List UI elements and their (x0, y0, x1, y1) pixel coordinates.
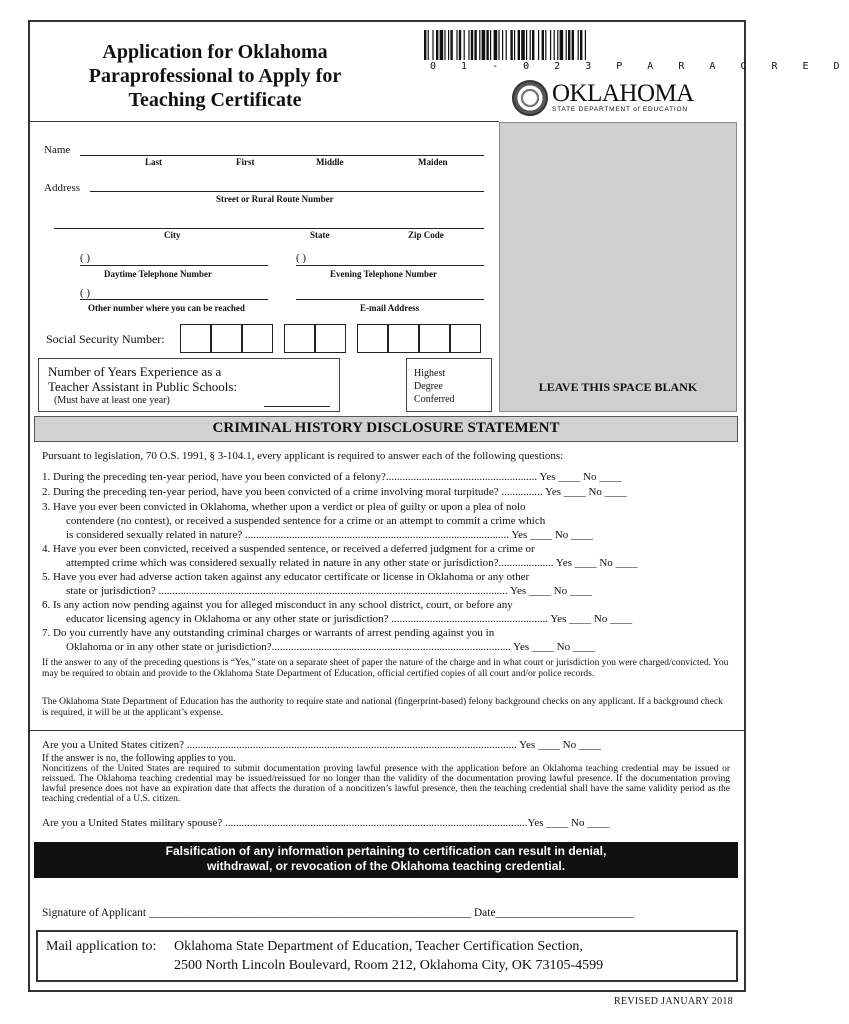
barcode-bar (436, 30, 438, 60)
barcode-bar (444, 30, 445, 60)
barcode-bar (428, 30, 429, 60)
signature-date-line[interactable]: Signature of Applicant ________________________________________________________ Date________________________ (42, 907, 634, 919)
barcode-bar (538, 30, 539, 60)
street-field[interactable] (90, 191, 484, 192)
barcode-bar (498, 30, 499, 60)
barcode (424, 30, 722, 60)
barcode-bar (568, 30, 570, 60)
experience-line-2: Teacher Assistant in Public Schools: (48, 379, 238, 394)
other-number-label: Other number where you can be reached (88, 303, 245, 313)
background-check-notice: The Oklahoma State Department of Education has the authority to require state and national (fingerprint-based) felony background checks on any applicant. If a background check is required, it will be at the applicant’s expense. (42, 697, 723, 718)
question-4: 4. Have you ever been convicted, received a suspended sentence, or received a deferred judgment for a crime or (42, 543, 535, 555)
warning-line-2: withdrawal, or revocation of the Oklahoma teaching credential. (206, 859, 566, 873)
degree-label-3: Conferred (414, 394, 455, 405)
barcode-bar (432, 30, 433, 60)
daytime-area-code: ( ) (80, 252, 91, 264)
military-spouse-question[interactable]: Are you a United States military spouse? ..............................................................................................................Yes ____ No ____ (42, 817, 610, 829)
zip-label: Zip Code (408, 230, 444, 240)
barcode-bar (550, 30, 551, 60)
ssn-digit-box[interactable] (419, 324, 450, 353)
barcode-bar (502, 30, 503, 60)
street-label: Street or Rural Route Number (216, 194, 334, 204)
degree-label-1: Highest (414, 368, 446, 379)
title-line-2: Paraprofessional to Apply for (88, 65, 342, 87)
barcode-bar (572, 30, 574, 60)
daytime-phone-label: Daytime Telephone Number (104, 269, 212, 279)
barcode-bar (514, 30, 515, 60)
experience-note: (Must have at least one year) (54, 395, 170, 406)
mail-label: Mail application to: (46, 939, 157, 954)
question-2[interactable]: 2. During the preceding ten-year period, have you been convicted of a crime involving moral turpitude? ............... Yes ____ No ____ (42, 486, 627, 498)
middle-label: Middle (316, 157, 344, 167)
barcode-bar (424, 30, 426, 60)
evening-phone-label: Evening Telephone Number (330, 269, 438, 279)
barcode-text: 0 1 - 0 2 3 P A R A C R E D (430, 61, 849, 72)
name-label: Name (44, 144, 71, 156)
city-label: City (164, 230, 181, 240)
maiden-label: Maiden (418, 157, 448, 167)
barcode-bar (506, 30, 507, 60)
ssn-digit-box[interactable] (357, 324, 388, 353)
question-3: 3. Have you ever been convicted in Oklahoma, whether upon a verdict or plea of guilty or upon a plea of nolo (42, 501, 526, 513)
barcode-bar (580, 30, 582, 60)
barcode-bar (474, 30, 476, 60)
ssn-label: Social Security Number: (46, 332, 165, 346)
other-area-code: ( ) (80, 287, 91, 299)
photo-area (499, 122, 737, 412)
barcode-bar (585, 30, 586, 60)
ssn-digit-box[interactable] (242, 324, 273, 353)
barcode-bar (545, 30, 546, 60)
barcode-bar (526, 30, 527, 60)
form-title (60, 40, 370, 112)
ssn-digit-box[interactable] (450, 324, 481, 353)
first-label: First (236, 157, 255, 167)
if-no-note: If the answer is no, the following applies to you. (42, 753, 236, 764)
email-field[interactable] (296, 299, 484, 300)
mail-address-line-1: Oklahoma State Department of Education, Teacher Certification Section, (174, 939, 583, 954)
question-7: 7. Do you currently have any outstanding criminal charges or warrants of arrest pending against you in (42, 627, 495, 639)
citizen-question[interactable]: Are you a United States citizen? ........................................................................................................................ Yes ____ No ____ (42, 739, 601, 751)
barcode-bar (482, 30, 486, 60)
title-line-1: Application for Oklahoma (102, 41, 328, 63)
question-3-cont: contendere (no contest), or received a suspended sentence for a crime or an attempt to commit a crime which (66, 515, 546, 527)
last-label: Last (145, 157, 163, 167)
address-label: Address (44, 182, 81, 194)
logo-name: OKLAHOMA (552, 80, 694, 107)
experience-line-1: Number of Years Experience as a (48, 364, 222, 379)
logo-subtitle: STATE DEPARTMENT of EDUCATION (552, 106, 688, 113)
barcode-bar (440, 30, 444, 60)
name-field[interactable] (80, 155, 484, 156)
header-divider (30, 121, 499, 122)
barcode-bar (518, 30, 520, 60)
question-4-answer[interactable]: attempted crime which was considered sexually related in nature in any other state or jurisdiction?.................... Yes ____ No ____ (66, 557, 638, 569)
criminal-intro: Pursuant to legislation, 70 O.S. 1991, § 3-104.1, every applicant is required to answer each of the following questions: (42, 450, 564, 462)
barcode-bar (464, 30, 465, 60)
barcode-bar (486, 30, 488, 60)
state-label: State (310, 230, 330, 240)
barcode-bar (560, 30, 564, 60)
noncitizen-notice: Noncitizens of the United States are required to submit documentation proving lawful presence with the application before an Oklahoma teaching credential may be issued or reissued. The Oklahoma teaching credential may be issued/reissued for no longer than the validity of the documentation proving lawful presence. If the documentation proving lawful presence does not have an expiration date that affects the duration of a noncitizen’s lawful presence, then the teaching credential shall have the same validity period as the teaching credential of a U.S. citizen. (42, 764, 730, 804)
barcode-bar (530, 30, 531, 60)
warning-line-1: Falsification of any information pertaining to certification can result in denial, (165, 844, 607, 858)
ssn-digit-box[interactable] (180, 324, 211, 353)
evening-phone-field[interactable] (296, 265, 484, 266)
barcode-bar (459, 30, 461, 60)
email-label: E-mail Address (360, 303, 420, 313)
state-seal-icon (512, 80, 548, 116)
revised-date: REVISED JANUARY 2018 (614, 996, 733, 1007)
falsification-warning (34, 844, 738, 874)
barcode-bar (566, 30, 567, 60)
yes-answer-instructions: If the answer to any of the preceding questions is “Yes,” state on a separate sheet of paper the nature of the charge and in what court or jurisdiction you were charged/convicted. You may be required to obtain and provide to the Oklahoma State Department of Education, official certified copies of all court and/or police records. (42, 658, 729, 679)
leave-blank-label: LEAVE THIS SPACE BLANK (538, 380, 698, 394)
barcode-bar (557, 30, 558, 60)
barcode-bar (471, 30, 473, 60)
ssn-digit-box[interactable] (315, 324, 346, 353)
question-5-answer[interactable]: state or jurisdiction? ............................................................................................................................... Yes ____ No ____ (66, 585, 592, 597)
barcode-bar (554, 30, 555, 60)
question-5: 5. Have you ever had adverse action taken against any educator certificate or license in Oklahoma or any other (42, 571, 530, 583)
barcode-bar (494, 30, 498, 60)
barcode-bar (532, 30, 534, 60)
city-state-zip-field[interactable] (54, 228, 484, 229)
criminal-history-heading: CRIMINAL HISTORY DISCLOSURE STATEMENT (212, 420, 560, 436)
barcode-bar (542, 30, 544, 60)
daytime-phone-field[interactable] (80, 265, 268, 266)
ssn-digit-box[interactable] (211, 324, 242, 353)
mail-address-line-2: 2500 North Lincoln Boulevard, Room 212, Oklahoma City, OK 73105-4599 (174, 958, 604, 973)
barcode-bar (479, 30, 480, 60)
barcode-bar (448, 30, 449, 60)
barcode-bar (490, 30, 491, 60)
ssn-digit-box[interactable] (284, 324, 315, 353)
barcode-bar (510, 30, 512, 60)
question-7-answer[interactable]: Oklahoma or in any other state or jurisdiction?....................................................................................... Yes ____ No ____ (66, 641, 595, 653)
ssn-digit-box[interactable] (388, 324, 419, 353)
barcode-bar (468, 30, 469, 60)
question-1[interactable]: 1. During the preceding ten-year period, have you been convicted of a felony?....................................................... Yes ____ No ____ (42, 471, 622, 483)
barcode-bar (450, 30, 452, 60)
other-phone-field[interactable] (80, 299, 268, 300)
section-divider (30, 730, 744, 731)
question-3-answer[interactable]: is considered sexually related in nature? ................................................................................................ Yes ____ No ____ (66, 529, 594, 541)
barcode-bar (521, 30, 525, 60)
years-experience-field[interactable] (264, 406, 330, 407)
mail-box (36, 930, 738, 982)
barcode-bar (456, 30, 457, 60)
degree-label-2: Degree (414, 381, 443, 392)
title-line-3: Teaching Certificate (128, 89, 302, 111)
evening-area-code: ( ) (296, 252, 307, 264)
question-6: 6. Is any action now pending against you for alleged misconduct in any school district, court, or before any (42, 599, 513, 611)
question-6-answer[interactable]: educator licensing agency in Oklahoma or any other state or jurisdiction? ......................................................... Yes ____ No ____ (66, 613, 633, 625)
barcode-bar (578, 30, 579, 60)
osde-logo (512, 80, 717, 118)
